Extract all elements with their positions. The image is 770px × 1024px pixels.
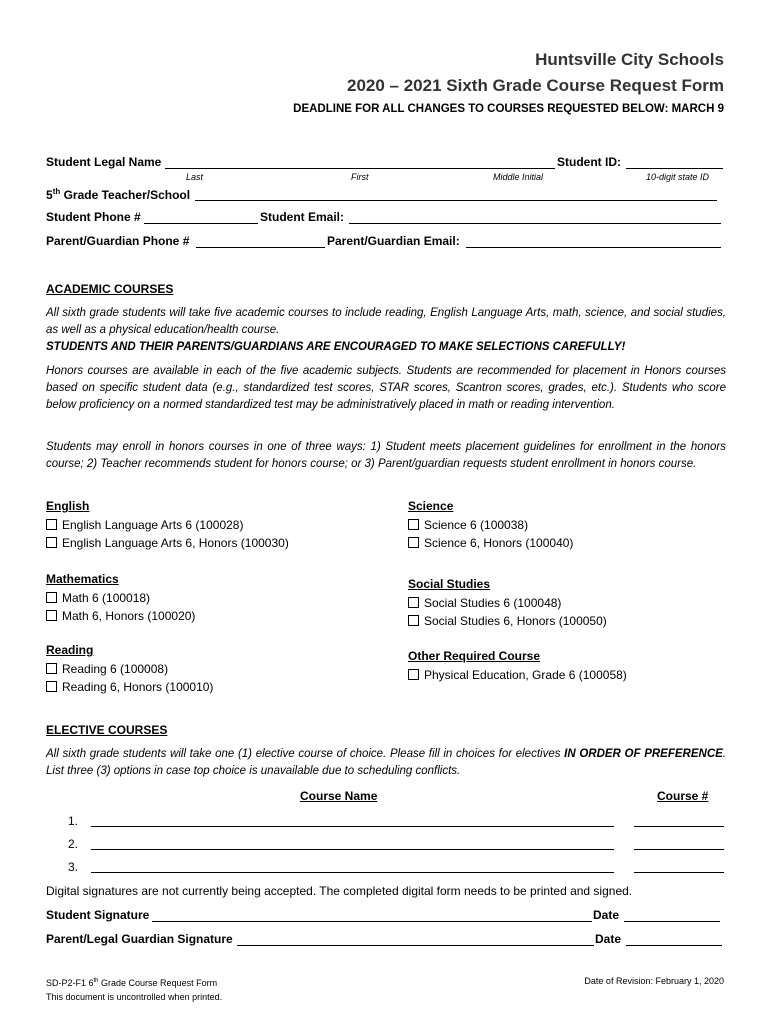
teacher-school-label: 5th Grade Teacher/School: [46, 187, 191, 202]
student-email-field[interactable]: [349, 223, 721, 224]
form-title: 2020 – 2021 Sixth Grade Course Request Form: [347, 76, 724, 95]
math-heading: Mathematics: [46, 572, 119, 586]
science-group: [408, 497, 573, 553]
other-required-group: [408, 647, 627, 684]
checkbox[interactable]: [46, 592, 57, 603]
honors-paragraph: Honors courses are available in each of the five academic subjects. Students are recommended for placement in Honors courses based on specific student data (e.g., standardized test scores, STAR scores, Scantron scores, grades, etc.). Students who score below proficiency on a normed standardized test may be administratively placed in math or reading intervention.: [46, 365, 726, 411]
student-id-field[interactable]: [626, 168, 723, 169]
checkbox[interactable]: [408, 597, 419, 608]
revision-date: Date of Revision: February 1, 2020: [584, 976, 724, 986]
elective-course-name-field[interactable]: [91, 849, 614, 850]
elective-courses-heading: ELECTIVE COURSES: [46, 723, 168, 737]
student-email-label: Student Email:: [260, 210, 345, 224]
checkbox[interactable]: [408, 615, 419, 626]
course-option[interactable]: Math 6 (100018): [46, 589, 195, 608]
sub-label-first: First: [351, 172, 369, 182]
course-option[interactable]: Social Studies 6 (100048): [408, 594, 607, 613]
elective-row-number: 3.: [68, 860, 79, 874]
elective-course-number-field[interactable]: [634, 849, 724, 850]
selection-warning: STUDENTS AND THEIR PARENTS/GUARDIANS ARE ENCOURAGED TO MAKE SELECTIONS CAREFULLY!: [46, 341, 626, 353]
academic-courses-heading: ACADEMIC COURSES: [46, 282, 174, 296]
parent-phone-field[interactable]: [196, 247, 325, 248]
student-legal-name-label: Student Legal Name: [46, 155, 162, 169]
student-signature-field[interactable]: [152, 921, 592, 922]
uncontrolled-notice: This document is uncontrolled when printed.: [46, 992, 223, 1002]
parent-signature-label: Parent/Legal Guardian Signature: [46, 932, 233, 946]
course-option[interactable]: English Language Arts 6 (100028): [46, 516, 289, 535]
elective-course-name-field[interactable]: [91, 826, 614, 827]
sub-label-last: Last: [186, 172, 204, 182]
math-group: [46, 570, 195, 626]
elective-course-number-field[interactable]: [634, 826, 724, 827]
district-name: Huntsville City Schools: [535, 50, 724, 69]
course-option[interactable]: Math 6, Honors (100020): [46, 607, 195, 626]
honors-enrollment-paragraph: Students may enroll in honors courses in one of three ways: 1) Student meets placement guidelines for enrollment in the honors course; 2) Teacher recommends student for honors course; or 3) Parent/guardian requests student enrollment in honors course.: [46, 441, 726, 470]
checkbox[interactable]: [46, 663, 57, 674]
deadline-notice: DEADLINE FOR ALL CHANGES TO COURSES REQUESTED BELOW: MARCH 9: [293, 103, 724, 115]
reading-heading: Reading: [46, 643, 94, 657]
student-phone-label: Student Phone #: [46, 210, 141, 224]
academic-intro: All sixth grade students will take five academic courses to include reading, English Language Arts, math, science, and social studies, as well as a physical education/health course. STUDENTS AND THEIR PARENTS/GUARDIANS ARE ENCOURAGED TO MAKE SELECTIONS CAREFULLY!: [46, 305, 726, 356]
course-option[interactable]: English Language Arts 6, Honors (100030): [46, 534, 289, 553]
form-code: SD-P2-F1 6th Grade Course Request Form: [46, 978, 218, 988]
student-phone-field[interactable]: [144, 223, 258, 224]
parent-email-label: Parent/Guardian Email:: [327, 234, 460, 248]
parent-date-label: Date: [595, 932, 622, 946]
student-date-field[interactable]: [624, 921, 720, 922]
course-number-column-header: Course #: [657, 789, 709, 803]
elective-row-number: 2.: [68, 837, 79, 851]
checkbox[interactable]: [46, 681, 57, 692]
sub-label-middle-initial: Middle Initial: [493, 172, 544, 182]
parent-date-field[interactable]: [626, 945, 722, 946]
parent-email-field[interactable]: [466, 247, 721, 248]
elective-intro: All sixth grade students will take one (1) elective course of choice. Please fill in choices for electives IN ORDER OF PREFERENCE. List three (3) options in case top choice is unavailable due to scheduling conflicts.: [46, 748, 726, 777]
student-id-label: Student ID:: [557, 155, 621, 169]
parent-signature-field[interactable]: [237, 945, 594, 946]
sub-label-state-id: 10-digit state ID: [646, 172, 710, 182]
elective-course-name-field[interactable]: [91, 872, 614, 873]
social-studies-heading: Social Studies: [408, 577, 491, 591]
student-signature-label: Student Signature: [46, 908, 150, 922]
checkbox[interactable]: [408, 669, 419, 680]
english-group: [46, 497, 289, 553]
course-option[interactable]: Reading 6 (100008): [46, 660, 213, 679]
course-option[interactable]: Reading 6, Honors (100010): [46, 678, 213, 697]
social-studies-group: [408, 575, 607, 631]
elective-row-number: 1.: [68, 814, 79, 828]
other-required-heading: Other Required Course: [408, 649, 541, 663]
footer-left: [46, 974, 222, 1004]
course-option[interactable]: Social Studies 6, Honors (100050): [408, 612, 607, 631]
digital-signature-notice: Digital signatures are not currently being accepted. The completed digital form needs to be printed and signed.: [46, 884, 633, 898]
teacher-school-field[interactable]: [195, 200, 717, 201]
checkbox[interactable]: [46, 519, 57, 530]
checkbox[interactable]: [408, 519, 419, 530]
checkbox[interactable]: [408, 537, 419, 548]
course-option[interactable]: Physical Education, Grade 6 (100058): [408, 666, 627, 685]
student-legal-name-field[interactable]: [165, 168, 555, 169]
elective-course-number-field[interactable]: [634, 872, 724, 873]
student-date-label: Date: [593, 908, 620, 922]
course-option[interactable]: Science 6 (100038): [408, 516, 573, 535]
checkbox[interactable]: [46, 537, 57, 548]
course-option[interactable]: Science 6, Honors (100040): [408, 534, 573, 553]
checkbox[interactable]: [46, 610, 57, 621]
science-heading: Science: [408, 499, 454, 513]
english-heading: English: [46, 499, 90, 513]
reading-group: [46, 641, 213, 697]
course-name-column-header: Course Name: [300, 789, 378, 803]
parent-phone-label: Parent/Guardian Phone #: [46, 234, 190, 248]
